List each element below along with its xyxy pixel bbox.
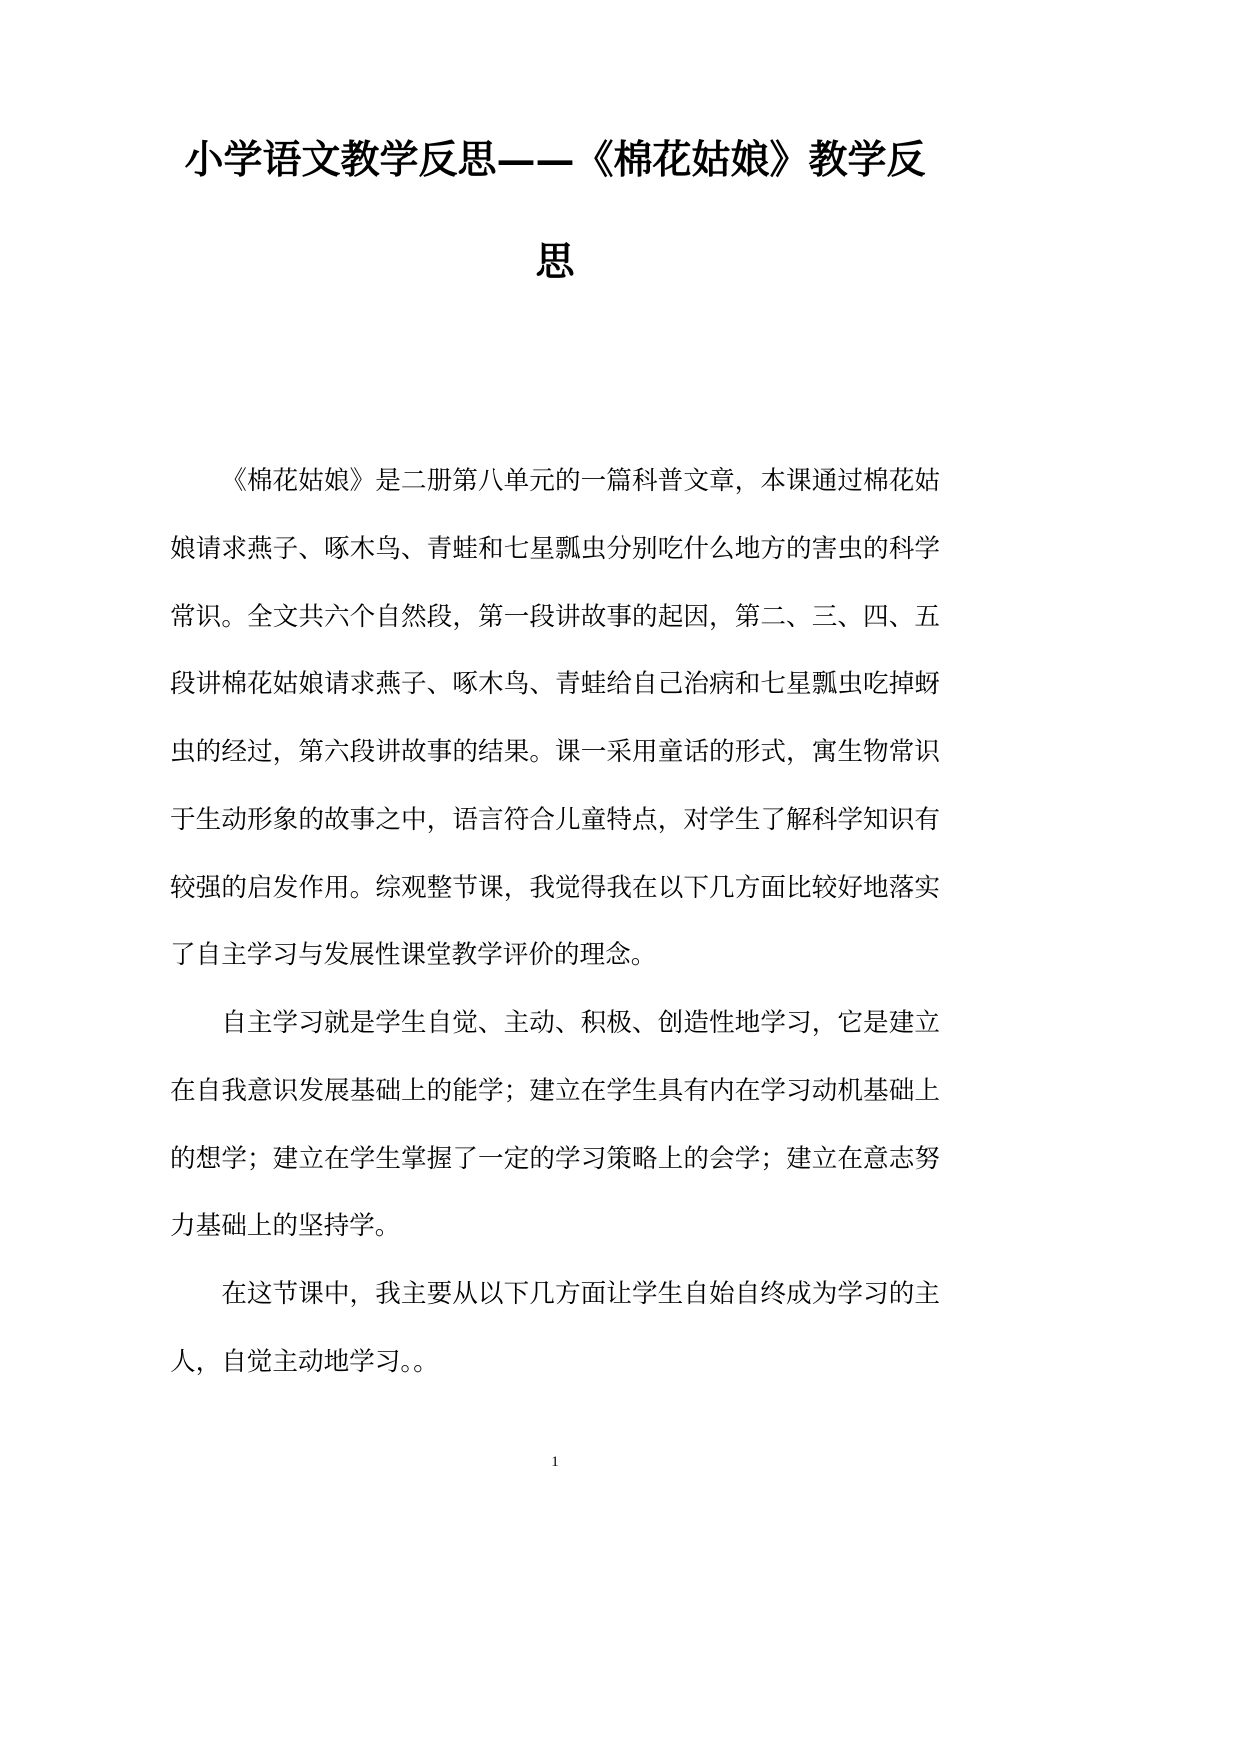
text-line: 人，自觉主动地学习。。 [170, 1346, 439, 1377]
text-line: 段讲棉花姑娘请求燕子、啄木鸟、青蛙给自己治病和七星瓢虫吃掉蚜 [170, 669, 940, 700]
paragraph-3 [170, 1261, 940, 1397]
document-title [170, 109, 940, 313]
text-line: 较强的启发作用。综观整节课，我觉得我在以下几方面比较好地落实 [170, 872, 940, 903]
text-line: 常识。全文共六个自然段，第一段讲故事的起因，第二、三、四、五 [170, 601, 940, 632]
text-line: 在这节课中，我主要从以下几方面让学生自始自终成为学习的主 [221, 1279, 940, 1310]
text-line: 《棉花姑娘》是二册第八单元的一篇科普文章，本课通过棉花姑 [221, 466, 940, 496]
title-line: 思 [535, 239, 575, 285]
page-number: 1 [551, 1454, 559, 1470]
title-line: 小学语文教学反思——《棉花姑娘》教学反 [184, 137, 926, 183]
text-line: 的想学；建立在学生掌握了一定的学习策略上的会学；建立在意志努 [170, 1143, 940, 1174]
text-line: 自主学习就是学生自觉、主动、积极、创造性地学习，它是建立 [221, 1008, 940, 1039]
document-body [170, 448, 940, 1397]
text-line: 在自我意识发展基础上的能学；建立在学生具有内在学习动机基础上 [170, 1075, 940, 1106]
text-line: 于生动形象的故事之中，语言符合儿童特点，对学生了解科学知识有 [170, 804, 940, 835]
paragraph-1 [170, 448, 940, 990]
text-line: 了自主学习与发展性课堂教学评价的理念。 [170, 940, 657, 971]
text-line: 娘请求燕子、啄木鸟、青蛙和七星瓢虫分别吃什么地方的害虫的科学 [170, 533, 940, 564]
text-line: 虫的经过，第六段讲故事的结果。课一采用童话的形式，寓生物常识 [170, 737, 940, 768]
paragraph-2 [170, 990, 940, 1261]
text-line: 力基础上的坚持学。 [170, 1211, 401, 1242]
